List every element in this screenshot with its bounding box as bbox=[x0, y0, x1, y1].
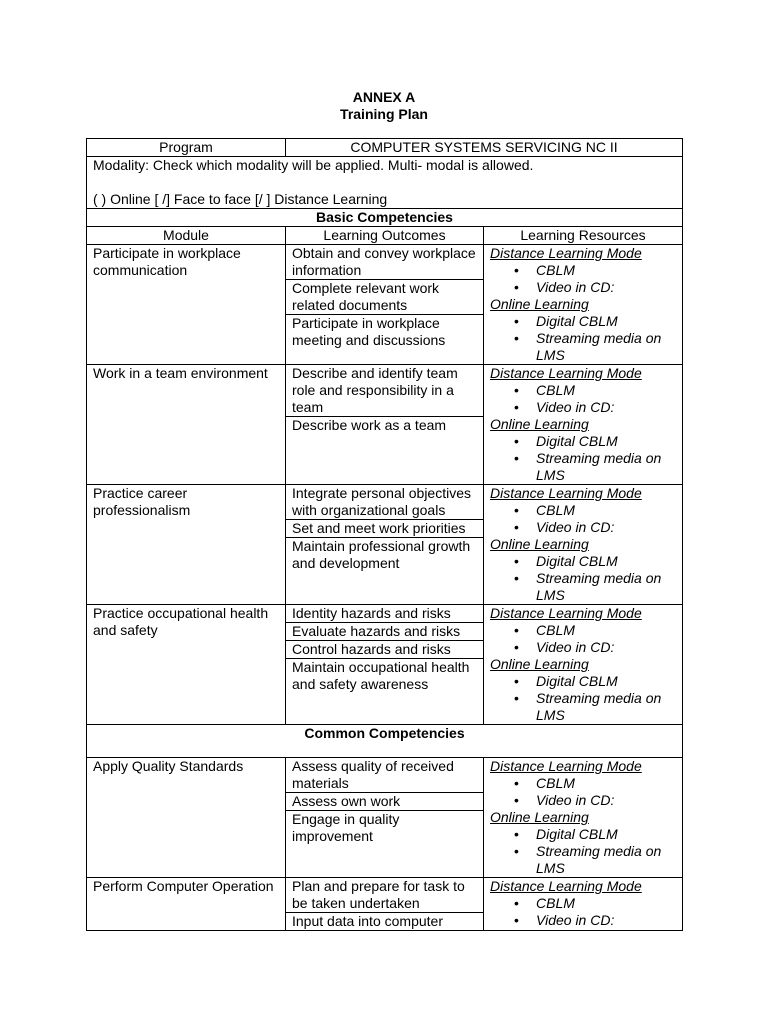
learning-outcome: Evaluate hazards and risks bbox=[286, 623, 483, 641]
learning-outcome: Control hazards and risks bbox=[286, 641, 483, 659]
annex-heading: ANNEX A bbox=[352, 89, 416, 105]
resource-item: • Digital CBLM bbox=[536, 313, 676, 330]
resources-cell bbox=[484, 758, 683, 878]
outcomes-cell bbox=[286, 485, 484, 605]
distance-resource-list bbox=[490, 502, 676, 536]
learning-outcome: Maintain professional growth and development bbox=[292, 538, 471, 571]
resource-item: • Streaming media on LMS bbox=[536, 690, 676, 724]
resource-item: • Digital CBLM bbox=[536, 673, 676, 690]
learning-outcome: Plan and prepare for task to be taken undertaken bbox=[286, 878, 483, 913]
distance-resource-list bbox=[490, 382, 676, 416]
learning-outcome: Assess own work bbox=[286, 793, 483, 811]
distance-resource-list bbox=[490, 775, 676, 809]
resource-item: • Streaming media on LMS bbox=[536, 570, 676, 604]
table-row bbox=[87, 878, 683, 931]
resource-item: • Video in CD: bbox=[536, 639, 676, 656]
outcomes-cell bbox=[286, 245, 484, 365]
column-header-row bbox=[87, 227, 683, 245]
section-row bbox=[87, 725, 683, 758]
distance-learning-heading: Distance Learning Mode bbox=[490, 878, 642, 894]
module-cell: Work in a team environment bbox=[87, 365, 286, 485]
modality-instruction: Modality: Check which modality will be applied. Multi- modal is allowed. bbox=[93, 157, 534, 173]
learning-outcome: Identity hazards and risks bbox=[286, 605, 483, 623]
resource-item: • Video in CD: bbox=[536, 912, 676, 929]
program-label: Program bbox=[87, 139, 286, 157]
module-cell: Practice career professionalism bbox=[87, 485, 286, 605]
resources-cell bbox=[484, 365, 683, 485]
resource-item: • Streaming media on LMS bbox=[536, 450, 676, 484]
training-plan-table bbox=[86, 138, 683, 931]
online-resource-list bbox=[490, 433, 676, 484]
online-resource-list bbox=[490, 673, 676, 724]
resource-item: • Streaming media on LMS bbox=[536, 843, 676, 877]
resource-item: • CBLM bbox=[536, 382, 676, 399]
section-title-common bbox=[87, 725, 683, 758]
online-resource-list bbox=[490, 553, 676, 604]
learning-outcome: Complete relevant work related documents bbox=[286, 280, 483, 315]
resource-item: • Video in CD: bbox=[536, 792, 676, 809]
distance-learning-heading: Distance Learning Mode bbox=[490, 605, 642, 621]
learning-outcome: Participate in workplace meeting and discussions bbox=[292, 315, 446, 348]
resource-item: • CBLM bbox=[536, 262, 676, 279]
module-cell: Perform Computer Operation bbox=[87, 878, 286, 931]
outcomes-cell bbox=[286, 878, 484, 931]
resource-item: • CBLM bbox=[536, 895, 676, 912]
resource-item: • Digital CBLM bbox=[536, 553, 676, 570]
resources-cell bbox=[484, 878, 683, 931]
learning-outcome: Maintain occupational health and safety awareness bbox=[292, 659, 470, 692]
section-row bbox=[87, 209, 683, 227]
online-learning-heading: Online Learning bbox=[490, 536, 589, 552]
resource-item: • Video in CD: bbox=[536, 279, 676, 296]
learning-outcome: Describe work as a team bbox=[292, 417, 447, 433]
resource-item: • Digital CBLM bbox=[536, 433, 676, 450]
section-title-common-text: Common Competencies bbox=[304, 725, 465, 741]
resources-cell bbox=[484, 485, 683, 605]
resources-cell bbox=[484, 605, 683, 725]
distance-learning-heading: Distance Learning Mode bbox=[490, 485, 642, 501]
distance-learning-heading: Distance Learning Mode bbox=[490, 245, 642, 261]
column-header-outcomes: Learning Outcomes bbox=[286, 227, 484, 245]
online-learning-heading: Online Learning bbox=[490, 809, 589, 825]
resource-item: • Digital CBLM bbox=[536, 826, 676, 843]
column-header-resources: Learning Resources bbox=[484, 227, 683, 245]
column-header-module: Module bbox=[87, 227, 286, 245]
section-title-basic: Basic Competencies bbox=[87, 209, 683, 227]
module-cell: Participate in workplace communication bbox=[87, 245, 286, 365]
resource-item: • CBLM bbox=[536, 502, 676, 519]
outcomes-cell bbox=[286, 605, 484, 725]
table-row bbox=[87, 758, 683, 878]
program-row bbox=[87, 139, 683, 157]
learning-outcome: Describe and identify team role and responsibility in a team bbox=[286, 365, 483, 417]
resource-item: • CBLM bbox=[536, 775, 676, 792]
modality-options: ( ) Online [ /] Face to face [/ ] Distance Learning bbox=[93, 191, 388, 207]
modality-row bbox=[87, 157, 683, 209]
distance-resource-list bbox=[490, 622, 676, 656]
program-value: COMPUTER SYSTEMS SERVICING NC II bbox=[286, 139, 683, 157]
page-title: Training Plan bbox=[340, 106, 428, 122]
learning-outcome: Input data into computer bbox=[292, 913, 443, 929]
outcomes-cell bbox=[286, 365, 484, 485]
module-cell: Practice occupational health and safety bbox=[87, 605, 286, 725]
table-row bbox=[87, 485, 683, 605]
online-learning-heading: Online Learning bbox=[490, 656, 589, 672]
module-cell: Apply Quality Standards bbox=[87, 758, 286, 878]
online-learning-heading: Online Learning bbox=[490, 296, 589, 312]
learning-outcome: Assess quality of received materials bbox=[286, 758, 483, 793]
online-learning-heading: Online Learning bbox=[490, 416, 589, 432]
learning-outcome: Engage in quality improvement bbox=[292, 811, 400, 844]
outcomes-cell bbox=[286, 758, 484, 878]
distance-learning-heading: Distance Learning Mode bbox=[490, 758, 642, 774]
table-row bbox=[87, 365, 683, 485]
resource-item: • Streaming media on LMS bbox=[536, 330, 676, 364]
distance-resource-list bbox=[490, 895, 676, 929]
resource-item: • CBLM bbox=[536, 622, 676, 639]
learning-outcome: Set and meet work priorities bbox=[286, 520, 483, 538]
table-row bbox=[87, 605, 683, 725]
table-row bbox=[87, 245, 683, 365]
distance-resource-list bbox=[490, 262, 676, 296]
resources-cell bbox=[484, 245, 683, 365]
learning-outcome: Obtain and convey workplace information bbox=[286, 245, 483, 280]
resource-item: • Video in CD: bbox=[536, 399, 676, 416]
online-resource-list bbox=[490, 313, 676, 364]
distance-learning-heading: Distance Learning Mode bbox=[490, 365, 642, 381]
learning-outcome: Integrate personal objectives with organizational goals bbox=[286, 485, 483, 520]
online-resource-list bbox=[490, 826, 676, 877]
resource-item: • Video in CD: bbox=[536, 519, 676, 536]
modality-cell bbox=[87, 157, 683, 209]
